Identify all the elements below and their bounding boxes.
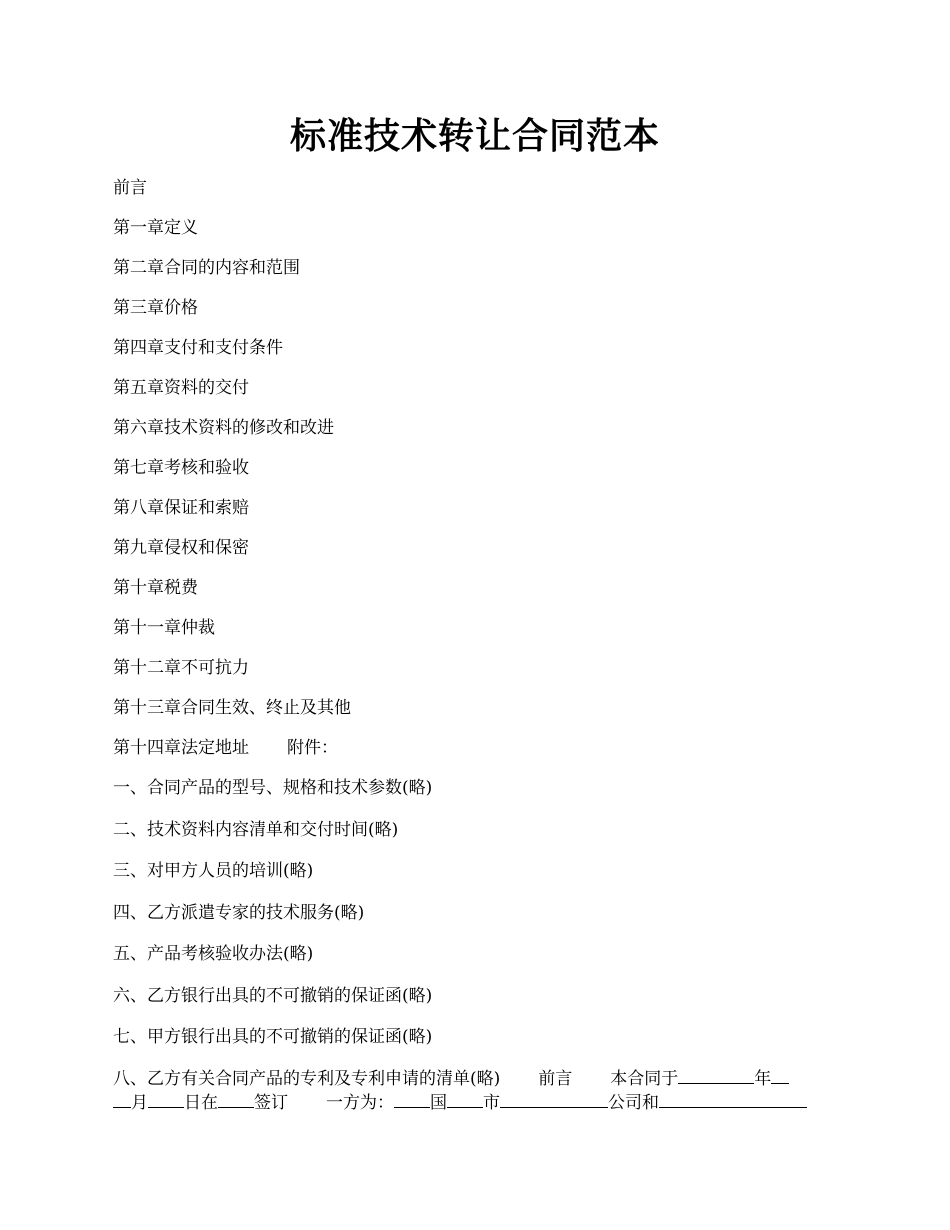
toc-item: 第九章侵权和保密 [113, 538, 249, 558]
year-blank [678, 1066, 754, 1084]
annex-item: 六、乙方银行出具的不可撤销的保证函(略) [113, 985, 433, 1006]
preface-heading: 前言 [538, 1069, 573, 1089]
toc-item: 第二章合同的内容和范围 [113, 258, 300, 278]
toc-item: 第六章技术资料的修改和改进 [113, 418, 334, 438]
document-title: 标准技术转让合同范本 [289, 115, 660, 157]
year-text: 年 [754, 1069, 772, 1089]
toc-item: 第十一章仲裁 [113, 618, 215, 638]
annex-item: 四、乙方派遣专家的技术服务(略) [113, 902, 365, 923]
day-blank [148, 1090, 184, 1108]
toc-item: 第七章考核和验收 [113, 458, 249, 478]
toc-item: 第五章资料的交付 [113, 378, 249, 398]
annex-item: 三、对甲方人员的培训(略) [113, 861, 314, 881]
annex-item: 五、产品考核验收办法(略) [113, 944, 314, 964]
company-and-text: 公司和 [608, 1093, 659, 1113]
annex-item-8: 八、乙方有关合同产品的专利及专利申请的清单(略) [113, 1069, 501, 1089]
day-at-text: 日在 [184, 1093, 218, 1113]
toc-item: 第三章价格 [113, 298, 198, 318]
annex-label: 附件： [287, 738, 338, 758]
toc-item: 第十二章不可抗力 [113, 658, 249, 678]
signed-on-text: 本合同于 [610, 1069, 679, 1089]
toc-item: 第四章支付和支付条件 [113, 338, 283, 358]
place-blank [218, 1090, 254, 1108]
company-blank [500, 1090, 608, 1108]
preamble-line-2 [113, 1090, 843, 1114]
toc-ch14-text: 第十四章法定地址 [113, 738, 249, 758]
city-text: 市 [483, 1093, 500, 1113]
country-text: 国 [430, 1093, 447, 1113]
toc-item: 第十章税费 [113, 578, 198, 598]
signed-text: 签订 [254, 1093, 288, 1113]
month-blank-part1 [771, 1066, 789, 1084]
annex-item: 一、合同产品的型号、规格和技术参数(略) [113, 778, 433, 798]
preamble-line-1 [113, 1066, 843, 1090]
toc-item-ch14 [113, 736, 843, 760]
toc-item: 第十三章合同生效、终止及其他 [113, 698, 351, 718]
city-blank [447, 1090, 483, 1108]
contract-preamble [113, 1066, 843, 1114]
other-party-blank [659, 1090, 807, 1108]
toc-item: 第八章保证和索赔 [113, 498, 249, 518]
toc-item: 前言 [113, 178, 147, 198]
month-blank-part2 [113, 1090, 131, 1108]
country-blank [394, 1090, 430, 1108]
month-text: 月 [131, 1093, 148, 1113]
table-of-contents [113, 176, 843, 1067]
toc-item: 第一章定义 [113, 218, 198, 238]
annex-item: 七、甲方银行出具的不可撤销的保证函(略) [113, 1027, 433, 1047]
party-one-text: 一方为： [326, 1093, 394, 1113]
annex-item: 二、技术资料内容清单和交付时间(略) [113, 819, 399, 840]
